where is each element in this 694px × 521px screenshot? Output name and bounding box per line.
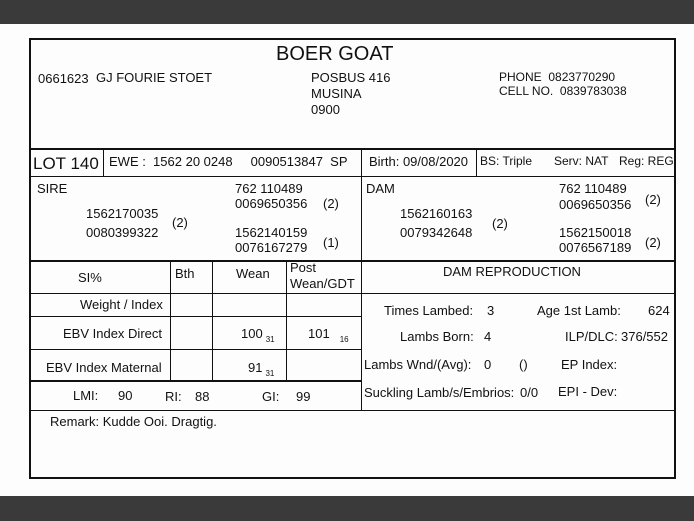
times-lambed-label: Times Lambed:: [384, 303, 474, 318]
lambs-weaned-label: Lambs Wnd/(Avg):: [364, 357, 472, 372]
ri-value: 88: [195, 389, 210, 404]
wean-header: Wean: [236, 266, 270, 281]
ilp-dlc-label: ILP/DLC:: [565, 329, 618, 344]
address-line-2: MUSINA: [311, 86, 362, 101]
top-dark-border: [0, 0, 694, 24]
row-label-weight-index: Weight / Index: [80, 297, 163, 312]
epi-dev-label: EPI - Dev:: [558, 384, 618, 399]
phone: PHONE 0823770290: [499, 70, 616, 84]
ebv-maternal-wean: [248, 361, 274, 378]
ebv-direct-post-accuracy: 16: [339, 335, 349, 344]
wean-gdt-header: Wean/GDT: [290, 276, 355, 291]
dam-id-1: 1562160163: [400, 206, 473, 221]
age-first-lamb-value: 624: [648, 303, 670, 318]
page-title: BOER GOAT: [276, 43, 394, 65]
birth-status: BS: Triple: [480, 154, 533, 168]
breeder-number: 0661623: [38, 71, 89, 86]
ebv-direct-post: [308, 327, 349, 344]
lambs-born-value: 4: [484, 329, 492, 344]
bottom-dark-border: [0, 496, 694, 521]
sire-dam-count: (1): [323, 235, 339, 250]
sire-dam-id-1: 1562140159: [235, 225, 308, 240]
lot-sep-2: [361, 148, 362, 177]
si-header-line: [29, 293, 362, 294]
sire-sire-id-2: 0069650356: [235, 196, 308, 211]
post-header: Post: [290, 260, 317, 275]
bth-header: Bth: [175, 266, 195, 281]
ebv-maternal-wean-accuracy: 31: [265, 369, 275, 378]
address-line-3: 0900: [311, 102, 340, 117]
registration: Reg: REG: [619, 154, 674, 168]
lmi-label: LMI:: [73, 388, 99, 403]
lot-divider: [29, 176, 676, 177]
si-row-line-1: [29, 316, 362, 317]
dam-dam-id-2: 0076567189: [559, 240, 632, 255]
gi-label: GI:: [262, 389, 280, 404]
lot-number: LOT 140: [33, 154, 99, 173]
ri-label: RI:: [165, 389, 182, 404]
frame-bottom: [29, 477, 676, 479]
address-line-1: POSBUS 416: [311, 70, 391, 85]
sire-sire-count: (2): [323, 196, 339, 211]
lot-sep-3: [476, 148, 477, 177]
remark: Remark: Kudde Ooi. Dragtig.: [50, 414, 217, 429]
sire-count: (2): [172, 215, 188, 230]
lambs-born-label: Lambs Born:: [400, 329, 474, 344]
row-label-ebv-maternal: EBV Index Maternal: [46, 360, 162, 375]
service-type: Serv: NAT: [554, 154, 609, 168]
si-row-line-2: [29, 349, 362, 350]
dam-id-2: 0079342648: [400, 225, 473, 240]
gi-value: 99: [296, 389, 311, 404]
frame-left: [29, 38, 31, 479]
ebv-direct-post-value: 101: [308, 326, 330, 341]
times-lambed-value: 3: [487, 303, 495, 318]
lot-sep-1: [103, 148, 104, 177]
frame-top: [29, 38, 676, 40]
cell-phone: CELL NO. 0839783038: [499, 84, 627, 98]
frame-right: [674, 38, 676, 479]
si-col-3: [286, 260, 287, 380]
ebv-direct-wean-value: 100: [241, 326, 263, 341]
ebv-direct-wean-accuracy: 31: [265, 335, 275, 344]
si-col-1: [170, 260, 171, 380]
ep-index-label: EP Index:: [561, 357, 618, 372]
header-divider: [29, 148, 676, 150]
suckling-value: 0/0: [520, 385, 539, 400]
dam-repro-header-line: [361, 293, 676, 294]
si-row-line-3: [29, 380, 362, 382]
pedigree-divider: [29, 260, 676, 262]
birth-date: Birth: 09/08/2020: [369, 154, 469, 169]
si-col-2: [212, 260, 213, 380]
si-header: SI%: [78, 270, 102, 285]
dam-sire-id-1: 762 110489: [559, 181, 627, 196]
sire-id-1: 1562170035: [86, 206, 159, 221]
dam-reproduction-title: DAM REPRODUCTION: [443, 264, 581, 279]
sire-sire-id-1: 762 110489: [235, 181, 303, 196]
suckling-label: Suckling Lamb/s/Embrios:: [364, 385, 515, 400]
dam-sire-count: (2): [645, 192, 661, 207]
stud-name: GJ FOURIE STOET: [96, 70, 213, 85]
ewe-id: EWE : 1562 20 0248 0090513847 SP: [109, 154, 348, 169]
lambs-weaned-avg: (): [519, 357, 528, 372]
age-first-lamb-label: Age 1st Lamb:: [537, 303, 621, 318]
ilp-dlc-value: 376/552: [621, 329, 668, 344]
dam-label: DAM: [366, 181, 395, 196]
row-label-ebv-direct: EBV Index Direct: [63, 326, 162, 341]
ebv-direct-wean: [241, 327, 275, 344]
lmi-value: 90: [118, 388, 133, 403]
dam-count: (2): [492, 216, 508, 231]
lambs-weaned-value: 0: [484, 357, 492, 372]
ebv-maternal-wean-value: 91: [248, 360, 263, 375]
sire-dam-id-2: 0076167279: [235, 240, 308, 255]
lot-card: [0, 24, 694, 496]
dam-dam-id-1: 1562150018: [559, 225, 632, 240]
sire-label: SIRE: [37, 181, 68, 196]
dam-dam-count: (2): [645, 235, 661, 250]
dam-sire-id-2: 0069650356: [559, 197, 632, 212]
indices-line: [29, 410, 676, 411]
sire-id-2: 0080399322: [86, 225, 159, 240]
